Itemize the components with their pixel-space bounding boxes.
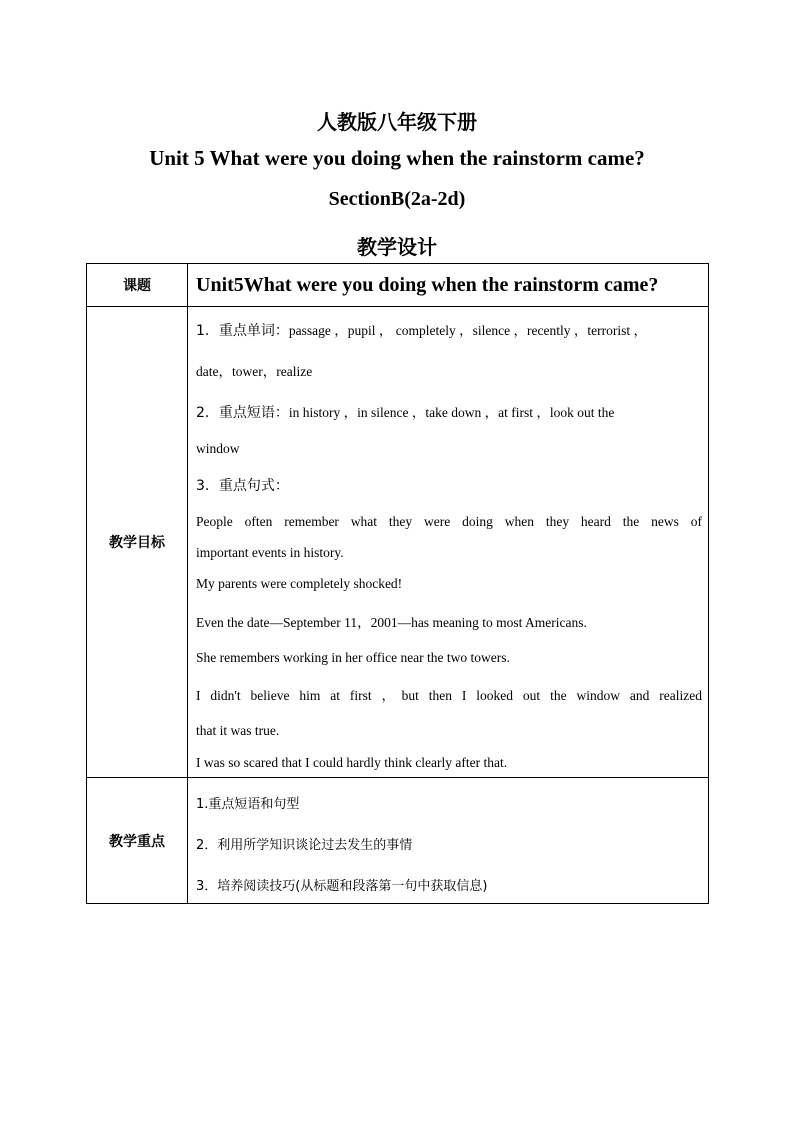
sentence-1-line-2: important events in history. [196,545,344,560]
key-point-2: 2．利用所学知识谈论过去发生的事情 [196,838,413,853]
subject-label: 课题 [87,264,188,307]
key-points-content [188,778,708,903]
key-points-label: 教学重点 [87,778,188,904]
section-title: SectionB(2a-2d) [328,188,466,210]
sentence-2: My parents were completely shocked! [196,576,403,591]
objectives-label: 教学目标 [87,307,188,778]
sentence-5-line-1: I didn't believe him at first ，but then I looked out the window and realized [196,688,702,703]
sentence-1-line-1: People often remember what they were doing when they heard the news of [196,514,702,529]
phrases-line-2: window [196,441,240,456]
sentence-4: She remembers working in her office near the two towers. [196,650,510,665]
design-title: 教学设计 [357,235,437,259]
document-title: 人教版八年级下册 [317,110,477,134]
key-point-3: 3．培养阅读技巧(从标题和段落第一句中获取信息) [196,879,488,894]
unit-title: Unit 5 What were you doing when the rainstorm came? [149,146,645,170]
phrases-words-1: in history ，in silence ，take down ，at first ，look out the [288,405,615,420]
sentences-heading: 3．重点句式： [196,478,289,494]
vocab-words-1: passage ，pupil ， completely ，silence ，recently ，terrorist ， [288,323,647,338]
subject-value: Unit5What were you doing when the rainstorm came? [196,273,659,296]
phrases-prefix: 2．重点短语： [196,405,289,421]
key-points-row [87,778,709,904]
vocab-line-2: date，tower，realize [196,364,313,379]
vocab-line-1 [196,323,702,339]
objectives-content [188,307,708,777]
phrases-line-1 [196,405,702,421]
subject-row [87,264,709,307]
key-point-1: 1.重点短语和句型 [196,797,300,812]
subject-cell [188,264,709,307]
sentence-6: I was so scared that I could hardly think clearly after that. [196,755,508,770]
sentence-5-line-2: that it was true. [196,723,280,738]
key-points-cell [188,778,709,904]
sentence-3: Even the date—September 11，2001—has meaning to most Americans. [196,615,587,630]
lesson-plan-table [86,263,709,904]
objectives-row [87,307,709,778]
vocab-prefix: 1．重点单词： [196,323,289,339]
objectives-cell [188,307,709,778]
